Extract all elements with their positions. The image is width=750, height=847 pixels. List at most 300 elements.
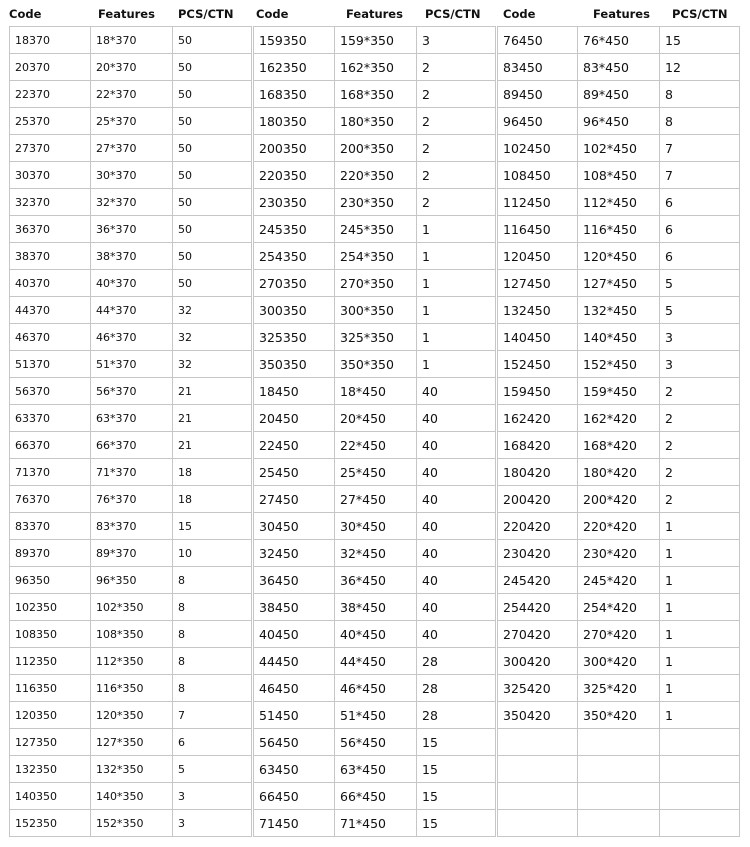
code-cell: 300350 (254, 297, 335, 324)
pcs-ctn-cell: 28 (417, 675, 496, 702)
table-row (498, 756, 740, 783)
table-row (254, 459, 496, 486)
table-row (10, 162, 252, 189)
code-cell: 38370 (10, 243, 91, 270)
pcs-ctn-cell: 18 (173, 486, 252, 513)
code-cell: 40370 (10, 270, 91, 297)
features-cell: 38*450 (335, 594, 417, 621)
pcs-ctn-cell: 50 (173, 162, 252, 189)
code-cell: 89450 (498, 81, 578, 108)
table-row (254, 432, 496, 459)
features-cell: 102*450 (578, 135, 660, 162)
features-cell: 56*450 (335, 729, 417, 756)
features-cell: 200*420 (578, 486, 660, 513)
code-cell: 220420 (498, 513, 578, 540)
table-row (10, 621, 252, 648)
pcs-ctn-cell: 15 (417, 783, 496, 810)
code-cell: 127450 (498, 270, 578, 297)
features-cell: 51*450 (335, 702, 417, 729)
code-cell: 168350 (254, 81, 335, 108)
table-row (498, 810, 740, 837)
code-cell: 220350 (254, 162, 335, 189)
code-cell: 83450 (498, 54, 578, 81)
table-row (254, 702, 496, 729)
pcs-ctn-cell: 1 (660, 594, 740, 621)
code-cell: 300420 (498, 648, 578, 675)
table-row (254, 81, 496, 108)
table-row (498, 297, 740, 324)
features-cell: 56*370 (91, 378, 173, 405)
features-cell: 127*350 (91, 729, 173, 756)
table-row (254, 567, 496, 594)
pcs-ctn-cell: 40 (417, 378, 496, 405)
features-cell: 245*420 (578, 567, 660, 594)
code-cell (498, 729, 578, 756)
pcs-ctn-cell: 40 (417, 513, 496, 540)
features-cell: 180*350 (335, 108, 417, 135)
pcs-ctn-cell: 1 (660, 675, 740, 702)
code-cell: 38450 (254, 594, 335, 621)
code-cell: 40450 (254, 621, 335, 648)
features-cell: 270*350 (335, 270, 417, 297)
pcs-ctn-cell: 15 (173, 513, 252, 540)
pcs-ctn-cell: 15 (417, 729, 496, 756)
pcs-ctn-cell: 3 (660, 324, 740, 351)
features-cell: 22*450 (335, 432, 417, 459)
features-cell: 168*420 (578, 432, 660, 459)
features-cell (578, 729, 660, 756)
code-header: Code (503, 7, 536, 21)
table-row (10, 297, 252, 324)
pcs-ctn-cell: 15 (417, 810, 496, 837)
features-cell: 30*370 (91, 162, 173, 189)
features-cell: 350*420 (578, 702, 660, 729)
code-cell: 30370 (10, 162, 91, 189)
features-cell: 300*420 (578, 648, 660, 675)
code-cell: 63450 (254, 756, 335, 783)
table-row (254, 486, 496, 513)
features-cell: 25*370 (91, 108, 173, 135)
table-row (254, 135, 496, 162)
table-row (254, 540, 496, 567)
features-cell: 180*420 (578, 459, 660, 486)
table-row (254, 513, 496, 540)
code-cell: 76450 (498, 27, 578, 54)
features-cell: 270*420 (578, 621, 660, 648)
pcs-ctn-header: PCS/CTN (425, 7, 481, 21)
table-row (498, 351, 740, 378)
pcs-ctn-cell (660, 729, 740, 756)
features-cell: 159*350 (335, 27, 417, 54)
pcs-ctn-cell: 6 (660, 189, 740, 216)
code-cell: 159350 (254, 27, 335, 54)
table-row (10, 27, 252, 54)
table-row (498, 513, 740, 540)
pcs-ctn-cell: 40 (417, 405, 496, 432)
pcs-ctn-cell: 40 (417, 540, 496, 567)
features-cell: 27*370 (91, 135, 173, 162)
table-row (498, 459, 740, 486)
pcs-ctn-cell: 40 (417, 567, 496, 594)
data-grid (9, 26, 252, 837)
code-cell: 20450 (254, 405, 335, 432)
table-row (254, 729, 496, 756)
features-cell: 38*370 (91, 243, 173, 270)
table-row (254, 594, 496, 621)
code-cell: 22370 (10, 81, 91, 108)
table-row (254, 54, 496, 81)
code-header: Code (256, 7, 289, 21)
features-cell: 220*420 (578, 513, 660, 540)
table-row (498, 432, 740, 459)
features-cell: 96*350 (91, 567, 173, 594)
table-row (10, 756, 252, 783)
pcs-ctn-cell: 40 (417, 459, 496, 486)
table-row (10, 324, 252, 351)
features-cell: 22*370 (91, 81, 173, 108)
code-cell: 27370 (10, 135, 91, 162)
features-cell: 230*420 (578, 540, 660, 567)
pcs-ctn-cell: 21 (173, 405, 252, 432)
code-cell: 120450 (498, 243, 578, 270)
table-row (498, 27, 740, 54)
features-cell: 89*370 (91, 540, 173, 567)
data-grid (497, 26, 740, 837)
code-cell: 44370 (10, 297, 91, 324)
table-row (10, 432, 252, 459)
features-cell: 152*350 (91, 810, 173, 837)
code-cell: 112450 (498, 189, 578, 216)
pcs-ctn-cell: 50 (173, 216, 252, 243)
table-row (498, 216, 740, 243)
code-cell: 18370 (10, 27, 91, 54)
code-cell: 20370 (10, 54, 91, 81)
pcs-ctn-cell: 21 (173, 378, 252, 405)
pcs-ctn-cell: 21 (173, 432, 252, 459)
table-row (10, 81, 252, 108)
features-cell (578, 783, 660, 810)
features-cell: 132*450 (578, 297, 660, 324)
features-cell: 127*450 (578, 270, 660, 297)
code-cell: 254350 (254, 243, 335, 270)
code-cell: 46370 (10, 324, 91, 351)
pcs-ctn-cell: 7 (660, 135, 740, 162)
pcs-ctn-cell: 15 (660, 27, 740, 54)
features-cell: 51*370 (91, 351, 173, 378)
pcs-ctn-cell: 18 (173, 459, 252, 486)
pcs-ctn-cell: 50 (173, 27, 252, 54)
table-row (254, 27, 496, 54)
code-cell: 116450 (498, 216, 578, 243)
table-row (10, 459, 252, 486)
code-cell: 270420 (498, 621, 578, 648)
table-row (254, 162, 496, 189)
pcs-ctn-cell: 50 (173, 243, 252, 270)
table-row (498, 54, 740, 81)
pcs-ctn-cell: 2 (660, 378, 740, 405)
features-cell: 63*370 (91, 405, 173, 432)
features-cell (578, 756, 660, 783)
features-cell: 350*350 (335, 351, 417, 378)
code-cell (498, 756, 578, 783)
table-row (254, 648, 496, 675)
table-row (498, 324, 740, 351)
code-cell: 245350 (254, 216, 335, 243)
code-cell: 162420 (498, 405, 578, 432)
table-row (498, 486, 740, 513)
pcs-ctn-cell: 50 (173, 189, 252, 216)
pcs-ctn-cell: 40 (417, 594, 496, 621)
features-cell: 76*370 (91, 486, 173, 513)
code-cell: 108450 (498, 162, 578, 189)
table-row (498, 675, 740, 702)
table-row (254, 405, 496, 432)
code-cell: 56450 (254, 729, 335, 756)
code-cell: 51450 (254, 702, 335, 729)
code-cell: 230350 (254, 189, 335, 216)
code-cell: 71370 (10, 459, 91, 486)
code-cell: 325420 (498, 675, 578, 702)
features-cell: 44*450 (335, 648, 417, 675)
features-cell: 71*450 (335, 810, 417, 837)
table-row (254, 810, 496, 837)
pcs-ctn-cell: 1 (660, 621, 740, 648)
table-row (498, 108, 740, 135)
features-cell: 159*450 (578, 378, 660, 405)
code-cell: 44450 (254, 648, 335, 675)
table-row (498, 648, 740, 675)
code-cell (498, 810, 578, 837)
features-cell: 63*450 (335, 756, 417, 783)
pcs-ctn-cell: 15 (417, 756, 496, 783)
features-cell: 32*370 (91, 189, 173, 216)
code-cell: 140450 (498, 324, 578, 351)
code-cell: 30450 (254, 513, 335, 540)
pcs-ctn-cell: 50 (173, 135, 252, 162)
table-row (254, 216, 496, 243)
table-row (10, 648, 252, 675)
features-cell: 20*450 (335, 405, 417, 432)
pcs-ctn-cell: 50 (173, 54, 252, 81)
table-row (498, 162, 740, 189)
code-cell: 63370 (10, 405, 91, 432)
table-row (10, 243, 252, 270)
pcs-ctn-cell: 1 (417, 351, 496, 378)
pcs-ctn-cell: 2 (660, 486, 740, 513)
features-cell: 27*450 (335, 486, 417, 513)
pcs-ctn-cell: 1 (660, 702, 740, 729)
table-row (10, 189, 252, 216)
pcs-ctn-cell: 32 (173, 324, 252, 351)
pcs-ctn-cell: 8 (660, 81, 740, 108)
pcs-ctn-cell: 3 (173, 810, 252, 837)
features-cell: 25*450 (335, 459, 417, 486)
pcs-ctn-cell: 2 (417, 135, 496, 162)
features-cell: 102*350 (91, 594, 173, 621)
pcs-ctn-cell: 3 (660, 351, 740, 378)
features-cell: 44*370 (91, 297, 173, 324)
table-row (498, 702, 740, 729)
code-cell: 32450 (254, 540, 335, 567)
pcs-ctn-cell: 32 (173, 297, 252, 324)
code-cell: 230420 (498, 540, 578, 567)
table-row (498, 567, 740, 594)
pcs-ctn-header: PCS/CTN (178, 7, 234, 21)
code-cell: 83370 (10, 513, 91, 540)
features-cell: 325*350 (335, 324, 417, 351)
table-row (10, 540, 252, 567)
pcs-ctn-cell: 2 (417, 54, 496, 81)
table-row (10, 378, 252, 405)
table-row (10, 513, 252, 540)
table-row (254, 243, 496, 270)
pcs-ctn-cell: 50 (173, 81, 252, 108)
features-cell: 108*350 (91, 621, 173, 648)
grid-body (10, 27, 252, 837)
table-row (254, 108, 496, 135)
code-cell: 36370 (10, 216, 91, 243)
features-cell: 116*450 (578, 216, 660, 243)
pcs-ctn-cell (660, 756, 740, 783)
features-cell: 168*350 (335, 81, 417, 108)
code-cell: 180350 (254, 108, 335, 135)
code-cell: 89370 (10, 540, 91, 567)
features-header: Features (593, 7, 650, 21)
pcs-ctn-cell: 5 (660, 297, 740, 324)
features-header: Features (98, 7, 155, 21)
features-cell: 254*420 (578, 594, 660, 621)
pcs-ctn-cell: 8 (173, 594, 252, 621)
table-row (10, 567, 252, 594)
table-row (10, 405, 252, 432)
code-cell: 96450 (498, 108, 578, 135)
pcs-ctn-cell: 1 (660, 648, 740, 675)
table-row (10, 486, 252, 513)
code-cell: 200350 (254, 135, 335, 162)
pcs-ctn-cell: 28 (417, 648, 496, 675)
table-row (498, 270, 740, 297)
table-row (498, 378, 740, 405)
data-grid (253, 26, 496, 837)
pcs-ctn-cell: 6 (660, 243, 740, 270)
code-cell: 152350 (10, 810, 91, 837)
code-cell: 350350 (254, 351, 335, 378)
pcs-ctn-cell: 2 (417, 162, 496, 189)
features-cell: 200*350 (335, 135, 417, 162)
table-row (10, 135, 252, 162)
code-cell: 66370 (10, 432, 91, 459)
pcs-ctn-cell: 10 (173, 540, 252, 567)
code-cell: 76370 (10, 486, 91, 513)
code-cell: 116350 (10, 675, 91, 702)
pcs-ctn-cell: 1 (417, 216, 496, 243)
pcs-ctn-cell: 8 (660, 108, 740, 135)
pcs-ctn-cell: 8 (173, 675, 252, 702)
pcs-ctn-cell (660, 810, 740, 837)
code-cell: 66450 (254, 783, 335, 810)
pcs-ctn-cell: 1 (417, 270, 496, 297)
features-cell: 46*450 (335, 675, 417, 702)
features-cell: 140*350 (91, 783, 173, 810)
pcs-ctn-cell: 6 (660, 216, 740, 243)
pcs-ctn-cell: 1 (660, 567, 740, 594)
features-cell: 32*450 (335, 540, 417, 567)
features-cell: 140*450 (578, 324, 660, 351)
table-row (254, 378, 496, 405)
grid-body (498, 27, 740, 837)
features-cell: 83*370 (91, 513, 173, 540)
table-row (10, 270, 252, 297)
pcs-ctn-cell: 5 (173, 756, 252, 783)
pcs-ctn-cell: 32 (173, 351, 252, 378)
features-cell: 162*420 (578, 405, 660, 432)
pcs-ctn-cell: 8 (173, 648, 252, 675)
grid-body (254, 27, 496, 837)
code-cell: 132350 (10, 756, 91, 783)
code-cell: 46450 (254, 675, 335, 702)
pcs-ctn-cell: 1 (660, 513, 740, 540)
features-cell: 20*370 (91, 54, 173, 81)
code-cell: 22450 (254, 432, 335, 459)
pcs-ctn-cell: 2 (417, 189, 496, 216)
table-row (10, 108, 252, 135)
table-row (498, 621, 740, 648)
features-cell: 76*450 (578, 27, 660, 54)
features-cell: 71*370 (91, 459, 173, 486)
features-cell: 40*370 (91, 270, 173, 297)
code-cell: 18450 (254, 378, 335, 405)
pcs-ctn-cell: 2 (417, 81, 496, 108)
table-row (254, 621, 496, 648)
features-cell: 112*450 (578, 189, 660, 216)
code-cell: 180420 (498, 459, 578, 486)
code-cell: 162350 (254, 54, 335, 81)
table-row (254, 783, 496, 810)
code-cell: 36450 (254, 567, 335, 594)
code-cell: 325350 (254, 324, 335, 351)
features-cell: 300*350 (335, 297, 417, 324)
pcs-ctn-cell: 7 (660, 162, 740, 189)
features-cell: 132*350 (91, 756, 173, 783)
table-row (10, 675, 252, 702)
features-cell: 120*350 (91, 702, 173, 729)
pcs-ctn-cell: 50 (173, 270, 252, 297)
features-cell: 116*350 (91, 675, 173, 702)
pcs-ctn-cell: 8 (173, 567, 252, 594)
table-row (498, 243, 740, 270)
features-cell: 66*370 (91, 432, 173, 459)
features-cell: 162*350 (335, 54, 417, 81)
code-cell: 152450 (498, 351, 578, 378)
pcs-ctn-cell: 12 (660, 54, 740, 81)
table-row (254, 756, 496, 783)
table-row (498, 783, 740, 810)
pcs-ctn-header: PCS/CTN (672, 7, 728, 21)
table-row (10, 594, 252, 621)
features-cell: 325*420 (578, 675, 660, 702)
features-cell: 230*350 (335, 189, 417, 216)
table-row (10, 810, 252, 837)
table-row (10, 783, 252, 810)
pcs-ctn-cell: 2 (660, 432, 740, 459)
table-row (10, 702, 252, 729)
code-cell: 132450 (498, 297, 578, 324)
features-cell: 83*450 (578, 54, 660, 81)
table-row (10, 729, 252, 756)
table-row (254, 189, 496, 216)
code-cell: 245420 (498, 567, 578, 594)
pcs-ctn-cell: 1 (417, 324, 496, 351)
